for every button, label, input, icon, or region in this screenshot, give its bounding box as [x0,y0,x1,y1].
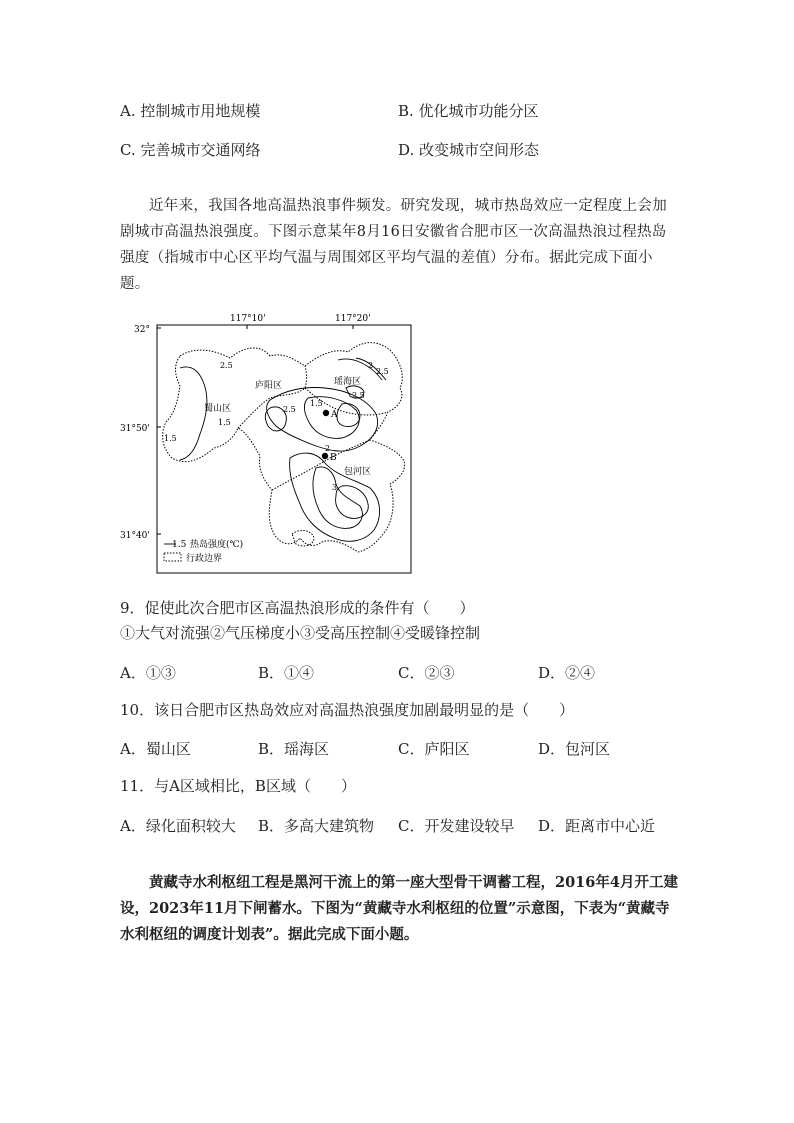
district-yaohai: 瑶海区 [334,377,362,387]
legend-isoline-label: 热岛强度(℃) [190,540,244,550]
district-luyang: 庐阳区 [255,381,283,391]
isoline-label: 2.5 [376,367,389,376]
isoline-label: 1.5 [218,418,231,427]
point-a-label: A [331,410,338,420]
q9-option-a: A．①③ [120,664,176,682]
q9-conditions: ①大气对流强②气压梯度小③受高压控制④受暖锋控制 [120,624,481,642]
isoline-label: 2.5 [283,405,296,414]
q9-stem: 9．促使此次合肥市区高温热浪形成的条件有（ ） [120,599,475,617]
lon-label-2: 117°20' [335,314,371,324]
admin-boundary-islet [292,531,314,546]
q9-option-c: C．②③ [398,664,455,682]
q8-option-d: D. 改变城市空间形态 [398,141,540,159]
q10-option-b: B．瑶海区 [258,740,330,758]
point-b-label: B [330,453,337,463]
isoline-shushan [180,367,207,460]
q11-option-a: A．绿化面积较大 [120,817,236,835]
point-b-marker [322,453,328,459]
q11-option-b: B．多高大建筑物 [258,817,375,835]
district-shushan: 蜀山区 [204,404,232,414]
isoline-label: 1.5 [164,434,177,443]
q9-option-b: B．①④ [258,664,315,682]
lat-label-3: 31°40' [120,531,150,541]
lat-label-1: 32° [134,325,150,335]
admin-boundary-inner-1 [238,366,307,428]
point-a-marker [323,410,329,416]
q9-option-d: D．②④ [538,664,596,682]
q8-option-b: B. 优化城市功能分区 [398,102,539,120]
isoline-label: 1.5 [310,399,323,408]
passage-heatwave: 近年来，我国各地高温热浪事件频发。研究发现，城市热岛效应一定程度上会加剧城市高温热浪强度。下图示意某年8月16日安徽省合肥市区一次高温热浪过程热岛强度（指城市中心区平均气温与周围郊区平均气温的差值）分布。据此完成下面小题。 [120,198,667,292]
q8-option-a: A. 控制城市用地规模 [120,102,261,120]
heat-island-map [120,308,420,578]
q8-option-c: C. 完善城市交通网络 [120,141,261,159]
isoline-baohe-inner [336,486,369,519]
isoline-label: 2.5 [352,391,365,400]
isoline-center-inner [337,404,360,427]
q10-option-d: D．包河区 [538,740,611,758]
isoline-label: 3 [332,483,338,492]
q10-stem: 10．该日合肥市区热岛效应对高温热浪强度加剧最明显的是（ ） [120,701,575,719]
q10-option-c: C．庐阳区 [398,740,470,758]
isoline-label: 2 [368,361,374,370]
lon-label-1: 117°10' [230,314,266,324]
q10-option-a: A．蜀山区 [120,740,191,758]
q11-stem: 11．与A区域相比，B区域（ ） [120,777,356,795]
isoline-label: 2.5 [220,361,233,370]
legend-boundary-swatch [164,553,181,561]
legend-isoline-value: 1.5 [172,540,187,550]
q11-option-d: D．距离市中心近 [538,817,656,835]
lat-label-2: 31°50' [120,424,150,434]
q11-option-c: C．开发建设较早 [398,817,515,835]
legend-boundary-label: 行政边界 [186,554,223,564]
isoline-label: 2 [325,444,331,453]
district-baohe: 包河区 [344,467,372,477]
passage-reservoir: 黄藏寺水利枢纽工程是黑河干流上的第一座大型骨干调蓄工程，2016年4月开工建设，2023年11月下闸蓄水。下图为“黄藏寺水利枢纽的位置”示意图，下表为“黄藏寺水利枢纽的调度计划表”。据此完成下面小题。 [120,874,678,943]
